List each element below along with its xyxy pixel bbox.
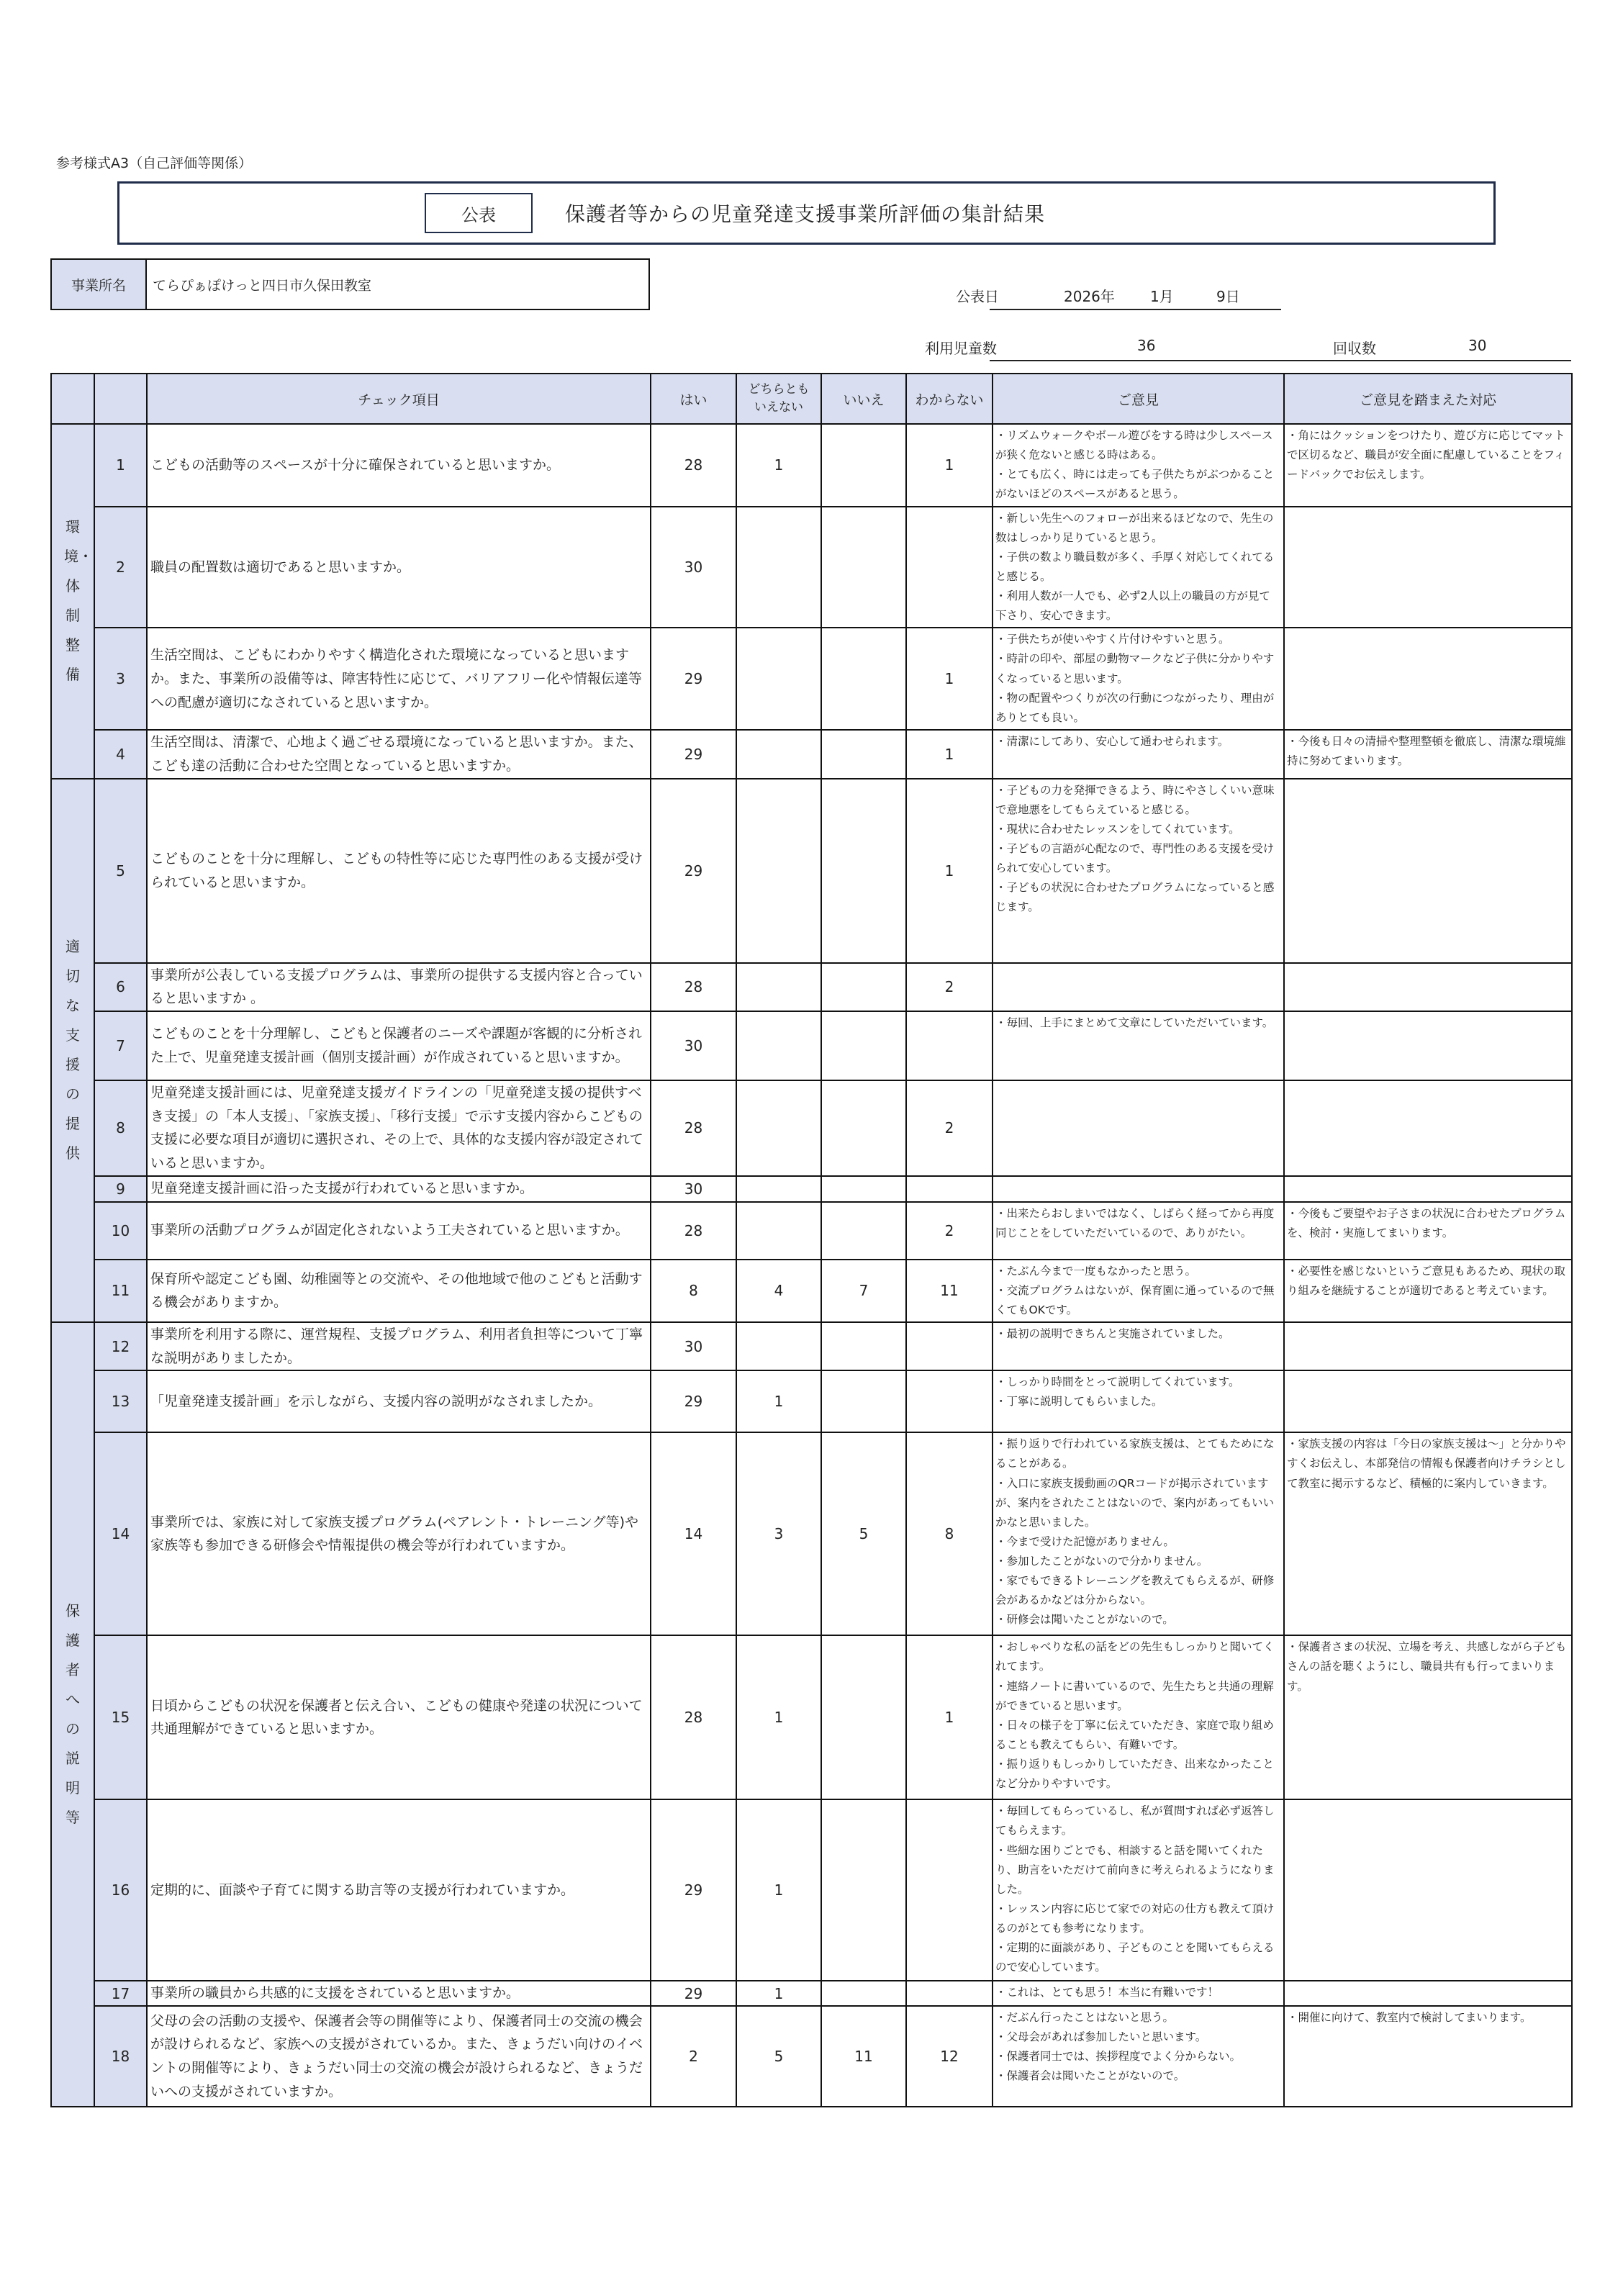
count-neither xyxy=(736,730,821,778)
count-yes: 29 xyxy=(651,628,736,730)
collected-count-label: 回収数 xyxy=(1333,340,1376,357)
row-number: 9 xyxy=(94,1176,147,1202)
count-unknown: 12 xyxy=(906,2006,993,2107)
publication-date-label: 公表日 xyxy=(956,288,999,305)
table-row xyxy=(51,1322,1572,1370)
count-yes: 30 xyxy=(651,1011,736,1080)
opinion-cell: ・毎回してもらっているし、私が質問すれば必ず返答してもらえます。 ・些細な困りごとでも、相談すると話を聞いてくれたり、助言をいただけて前向きに考えられるようになりました。 ・レッスン内容に応じて家での対応の仕方も教えて頂けるのがとても参考になります。 ・定期的に面談があり、子どものことを聞いてもらえるので安心しています。 xyxy=(993,1799,1284,1981)
table-row xyxy=(51,730,1572,778)
row-number: 18 xyxy=(94,2006,147,2107)
count-yes: 29 xyxy=(651,1370,736,1432)
publication-badge: 公表 xyxy=(425,193,533,233)
row-number: 1 xyxy=(94,424,147,507)
response-cell: ・今後も日々の清掃や整理整頓を徹底し、清潔な環境維持に努めてまいります。 xyxy=(1284,730,1572,778)
response-cell: ・今後もご要望やお子さまの状況に合わせたプログラムを、検討・実施してまいります。 xyxy=(1284,1202,1572,1260)
table-row xyxy=(51,1202,1572,1260)
count-unknown: 1 xyxy=(906,628,993,730)
count-neither xyxy=(736,1176,821,1202)
count-unknown: 1 xyxy=(906,779,993,963)
count-neither xyxy=(736,1080,821,1176)
count-neither: 1 xyxy=(736,1981,821,2006)
check-item: 事業所の職員から共感的に支援をされていると思いますか。 xyxy=(147,1981,651,2006)
opinion-cell: ・だぶん行ったことはないと思う。 ・父母会があれば参加したいと思います。 ・保護者同士では、挨拶程度でよく分からない。 ・保護者会は聞いたことがないので。 xyxy=(993,2006,1284,2107)
check-item: こどものことを十分理解し、こどもと保護者のニーズや課題が客観的に分析された上で、児童発達支援計画（個別支援計画）が作成されていると思いますか。 xyxy=(147,1011,651,1080)
count-unknown xyxy=(906,1370,993,1432)
response-cell xyxy=(1284,779,1572,963)
count-unknown: 2 xyxy=(906,963,993,1011)
check-item: 事業所では、家族に対して家族支援プログラム(ペアレント・トレーニング等)や家族等も参加できる研修会や情報提供の機会等が行われていますか。 xyxy=(147,1432,651,1635)
table-row xyxy=(51,424,1572,507)
row-number: 2 xyxy=(94,507,147,628)
category-cell xyxy=(51,1322,94,2107)
count-neither xyxy=(736,1202,821,1260)
count-yes: 14 xyxy=(651,1432,736,1635)
table-row xyxy=(51,963,1572,1011)
count-unknown: 11 xyxy=(906,1260,993,1322)
count-yes: 28 xyxy=(651,424,736,507)
opinion-cell: ・出来たらおしまいではなく、しばらく経ってから再度同じことをしていただいているので、ありがたい。 xyxy=(993,1202,1284,1260)
form-label: 参考様式A3（自己評価等関係） xyxy=(56,155,253,171)
table-row xyxy=(51,1981,1572,2006)
opinion-cell xyxy=(993,1176,1284,1202)
counts-underline xyxy=(990,360,1571,361)
check-item: 児童発達支援計画には、児童発達支援ガイドラインの「児童発達支援の提供すべき支援」の「本人支援」、「家族支援」、「移行支援」で示す支援内容からこどもの支援に必要な項目が適切に選択され、その上で、具体的な支援内容が設定されていると思いますか。 xyxy=(147,1080,651,1176)
check-item: 生活空間は、清潔で、心地よく過ごせる環境になっていると思いますか。また、こども達の活動に合わせた空間となっていると思いますか。 xyxy=(147,730,651,778)
category-label: 保護者への説明等 xyxy=(65,1602,80,1826)
check-item: 保育所や認定こども園、幼稚園等との交流や、その他地域で他のこどもと活動する機会がありますか。 xyxy=(147,1260,651,1322)
count-no xyxy=(821,1176,906,1202)
table-row xyxy=(51,779,1572,963)
response-cell: ・角にはクッションをつけたり、遊び方に応じてマットで区切るなど、職員が安全面に配慮していることをフィードバックでお伝えします。 xyxy=(1284,424,1572,507)
count-unknown: 1 xyxy=(906,1635,993,1799)
count-neither: 3 xyxy=(736,1432,821,1635)
response-cell: ・必要性を感じないというご意見もあるため、現状の取り組みを継続することが適切であると考えています。 xyxy=(1284,1260,1572,1322)
response-cell: ・保護者さまの状況、立場を考え、共感しながら子どもさんの話を聴くようにし、職員共有も行ってまいります。 xyxy=(1284,1635,1572,1799)
count-no xyxy=(821,628,906,730)
count-no xyxy=(821,1799,906,1981)
count-neither xyxy=(736,1011,821,1080)
opinion-cell: ・しっかり時間をとって説明してくれています。 ・丁寧に説明してもらいました。 xyxy=(993,1370,1284,1432)
count-unknown: 8 xyxy=(906,1432,993,1635)
office-name: てらぴぁぽけっと四日市久保田教室 xyxy=(153,277,372,294)
opinion-cell: ・清潔にしてあり、安心して通わせられます。 xyxy=(993,730,1284,778)
table-header-row xyxy=(51,374,1572,424)
count-no: 7 xyxy=(821,1260,906,1322)
publication-date-underline xyxy=(990,309,1281,310)
category-label: 適切な支援の提供 xyxy=(65,938,80,1162)
count-neither xyxy=(736,628,821,730)
count-unknown: 2 xyxy=(906,1202,993,1260)
response-cell xyxy=(1284,1322,1572,1370)
response-cell xyxy=(1284,1176,1572,1202)
response-cell xyxy=(1284,628,1572,730)
response-cell xyxy=(1284,1080,1572,1176)
header-neither-line2: いえない xyxy=(754,400,803,415)
count-neither xyxy=(736,507,821,628)
category-label: 環境・体制整備 xyxy=(64,518,93,684)
count-yes: 30 xyxy=(651,1322,736,1370)
response-cell xyxy=(1284,963,1572,1011)
count-unknown xyxy=(906,1799,993,1981)
table-row xyxy=(51,1370,1572,1432)
opinion-cell: ・おしゃべりな私の話をどの先生もしっかりと聞いてくれてます。 ・連絡ノートに書いているので、先生たちと共通の理解ができていると思います。 ・日々の様子を丁寧に伝えていただき、家庭で取り組めることも教えてもらい、有難いです。 ・振り返りもしっかりしていただき、出来なかったことなど分かりやすいです。 xyxy=(993,1635,1284,1799)
count-no xyxy=(821,507,906,628)
row-number: 13 xyxy=(94,1370,147,1432)
count-no xyxy=(821,424,906,507)
page-title: 保護者等からの児童発達支援事業所評価の集計結果 xyxy=(565,202,1046,226)
table-row xyxy=(51,1080,1572,1176)
check-item: こどもの活動等のスペースが十分に確保されていると思いますか。 xyxy=(147,424,651,507)
count-yes: 30 xyxy=(651,1176,736,1202)
count-no xyxy=(821,1370,906,1432)
check-item: 日頃からこどもの状況を保護者と伝え合い、こどもの健康や発達の状況について共通理解ができていると思いますか。 xyxy=(147,1635,651,1799)
count-yes: 28 xyxy=(651,1202,736,1260)
header-category xyxy=(51,374,94,424)
opinion-cell: ・振り返りで行われている家族支援は、とてもためになることがある。 ・入口に家族支援動画のQRコードが掲示されていますが、案内をされたことはないので、案内があってもいいかなと思いました。 ・今まで受けた記憶がありません。 ・参加したことがないので分かりません。 ・家でもできるトレーニングを教えてもらえるが、研修会があるかなどは分からない。 ・研修会は聞いたことがないので。 xyxy=(993,1432,1284,1635)
response-cell xyxy=(1284,1799,1572,1981)
publication-month: 1月 xyxy=(1150,288,1174,305)
row-number: 14 xyxy=(94,1432,147,1635)
count-neither: 1 xyxy=(736,424,821,507)
publication-day: 9日 xyxy=(1216,288,1240,305)
count-unknown xyxy=(906,1981,993,2006)
response-cell xyxy=(1284,1011,1572,1080)
office-label: 事業所名 xyxy=(52,260,147,309)
count-neither: 1 xyxy=(736,1799,821,1981)
check-item: 職員の配置数は適切であると思いますか。 xyxy=(147,507,651,628)
check-item: 事業所の活動プログラムが固定化されないよう工夫されていると思いますか。 xyxy=(147,1202,651,1260)
opinion-cell: ・最初の説明できちんと実施されていました。 xyxy=(993,1322,1284,1370)
row-number: 6 xyxy=(94,963,147,1011)
count-yes: 28 xyxy=(651,963,736,1011)
header-yes: はい xyxy=(651,374,736,424)
count-neither: 4 xyxy=(736,1260,821,1322)
collected-count: 30 xyxy=(1468,337,1487,354)
count-unknown xyxy=(906,1011,993,1080)
header-opinion: ご意見 xyxy=(993,374,1284,424)
opinion-cell: ・子供たちが使いやすく片付けやすいと思う。 ・時計の印や、部屋の動物マークなど子供に分かりやすくなっていると思います。 ・物の配置やつくりが次の行動につながったり、理由がありとても良い。 xyxy=(993,628,1284,730)
count-unknown xyxy=(906,1322,993,1370)
count-neither xyxy=(736,1322,821,1370)
check-item: こどものことを十分に理解し、こどもの特性等に応じた専門性のある支援が受けられていると思いますか。 xyxy=(147,779,651,963)
header-response: ご意見を踏まえた対応 xyxy=(1284,374,1572,424)
check-item: 生活空間は、こどもにわかりやすく構造化された環境になっていると思いますか。また、事業所の設備等は、障害特性に応じて、バリアフリー化や情報伝達等への配慮が適切になされていると思いますか。 xyxy=(147,628,651,730)
count-no xyxy=(821,730,906,778)
table-row xyxy=(51,628,1572,730)
opinion-cell: ・新しい先生へのフォローが出来るほどなので、先生の数はしっかり足りていると思う。 ・子供の数より職員数が多く、手厚く対応してくれてると感じる。 ・利用人数が一人でも、必ず2人以上の職員の方が見て下さり、安心できます。 xyxy=(993,507,1284,628)
header-neither xyxy=(736,374,821,424)
opinion-cell xyxy=(993,963,1284,1011)
table-row xyxy=(51,2006,1572,2107)
header-number xyxy=(94,374,147,424)
count-yes: 28 xyxy=(651,1080,736,1176)
count-unknown xyxy=(906,507,993,628)
response-cell xyxy=(1284,1981,1572,2006)
row-number: 5 xyxy=(94,779,147,963)
count-yes: 28 xyxy=(651,1635,736,1799)
row-number: 7 xyxy=(94,1011,147,1080)
category-cell xyxy=(51,424,94,779)
count-neither xyxy=(736,963,821,1011)
count-neither: 5 xyxy=(736,2006,821,2107)
count-yes: 29 xyxy=(651,730,736,778)
count-unknown: 1 xyxy=(906,730,993,778)
response-cell: ・開催に向けて、教室内で検討してまいります。 xyxy=(1284,2006,1572,2107)
row-number: 16 xyxy=(94,1799,147,1981)
header-neither-line1: どちらとも xyxy=(748,381,810,397)
check-item: 父母の会の活動の支援や、保護者会等の開催等により、保護者同士の交流の機会が設けられるなど、家族への支援がされているか。また、きょうだい向けのイベントの開催等により、きょうだい同士の交流の機会が設けられるなど、きょうだいへの支援がされていますか。 xyxy=(147,2006,651,2107)
check-item: 事業所が公表している支援プログラムは、事業所の提供する支援内容と合っていると思いますか 。 xyxy=(147,963,651,1011)
count-neither xyxy=(736,779,821,963)
count-no xyxy=(821,963,906,1011)
publication-year: 2026年 xyxy=(1064,288,1115,305)
opinion-cell: ・毎回、上手にまとめて文章にしていただいています。 xyxy=(993,1011,1284,1080)
count-no xyxy=(821,1322,906,1370)
children-count-label: 利用児童数 xyxy=(925,340,997,357)
table-row xyxy=(51,507,1572,628)
header-check-item: チェック項目 xyxy=(147,374,651,424)
row-number: 12 xyxy=(94,1322,147,1370)
header-unknown: わからない xyxy=(906,374,993,424)
row-number: 3 xyxy=(94,628,147,730)
count-no: 11 xyxy=(821,2006,906,2107)
check-item: 児童発達支援計画に沿った支援が行われていると思いますか。 xyxy=(147,1176,651,1202)
category-cell xyxy=(51,779,94,1322)
count-no xyxy=(821,1202,906,1260)
count-yes: 29 xyxy=(651,779,736,963)
row-number: 4 xyxy=(94,730,147,778)
response-cell xyxy=(1284,1370,1572,1432)
count-no xyxy=(821,1981,906,2006)
count-yes: 2 xyxy=(651,2006,736,2107)
opinion-cell: ・リズムウォークやボール遊びをする時は少しスペースが狭く危ないと感じる時はある。 ・とても広く、時には走っても子供たちがぶつかることがないほどのスペースがあると思う。 xyxy=(993,424,1284,507)
count-yes: 29 xyxy=(651,1799,736,1981)
count-yes: 30 xyxy=(651,507,736,628)
count-unknown xyxy=(906,1176,993,1202)
row-number: 10 xyxy=(94,1202,147,1260)
response-cell xyxy=(1284,507,1572,628)
row-number: 17 xyxy=(94,1981,147,2006)
count-no xyxy=(821,1011,906,1080)
header-no: いいえ xyxy=(821,374,906,424)
count-yes: 29 xyxy=(651,1981,736,2006)
children-count: 36 xyxy=(1137,337,1156,354)
count-unknown: 2 xyxy=(906,1080,993,1176)
table-row xyxy=(51,1176,1572,1202)
row-number: 15 xyxy=(94,1635,147,1799)
opinion-cell: ・これは、とても思う！本当に有難いです！ xyxy=(993,1981,1284,2006)
table-row xyxy=(51,1011,1572,1080)
table-row xyxy=(51,1635,1572,1799)
check-item: 事業所を利用する際に、運営規程、支援プログラム、利用者負担等について丁寧な説明がありましたか。 xyxy=(147,1322,651,1370)
response-cell: ・家族支援の内容は「今日の家族支援は～」と分かりやすくお伝えし、本部発信の情報も保護者向けチラシとして教室に掲示するなど、積極的に案内していきます。 xyxy=(1284,1432,1572,1635)
count-no: 5 xyxy=(821,1432,906,1635)
count-no xyxy=(821,1635,906,1799)
count-yes: 8 xyxy=(651,1260,736,1322)
survey-results-table xyxy=(50,373,1573,2107)
office-field xyxy=(50,258,650,310)
count-no xyxy=(821,1080,906,1176)
table-row xyxy=(51,1432,1572,1635)
check-item: 「児童発達支援計画」を示しながら、支援内容の説明がなされましたか。 xyxy=(147,1370,651,1432)
count-neither: 1 xyxy=(736,1370,821,1432)
count-neither: 1 xyxy=(736,1635,821,1799)
opinion-cell xyxy=(993,1080,1284,1176)
table-row xyxy=(51,1260,1572,1322)
check-item: 定期的に、面談や子育てに関する助言等の支援が行われていますか。 xyxy=(147,1799,651,1981)
count-no xyxy=(821,779,906,963)
row-number: 11 xyxy=(94,1260,147,1322)
count-unknown: 1 xyxy=(906,424,993,507)
table-row xyxy=(51,1799,1572,1981)
opinion-cell: ・たぶん今まで一度もなかったと思う。 ・交流プログラムはないが、保育園に通っているので無くてもOKです。 xyxy=(993,1260,1284,1322)
opinion-cell: ・子どもの力を発揮できるよう、時にやさしくいい意味で意地悪をしてもらえていると感じる。 ・現状に合わせたレッスンをしてくれています。 ・子どもの言語が心配なので、専門性のある支援を受けられて安心しています。 ・子どもの状況に合わせたプログラムになっていると感じます。 xyxy=(993,779,1284,963)
row-number: 8 xyxy=(94,1080,147,1176)
